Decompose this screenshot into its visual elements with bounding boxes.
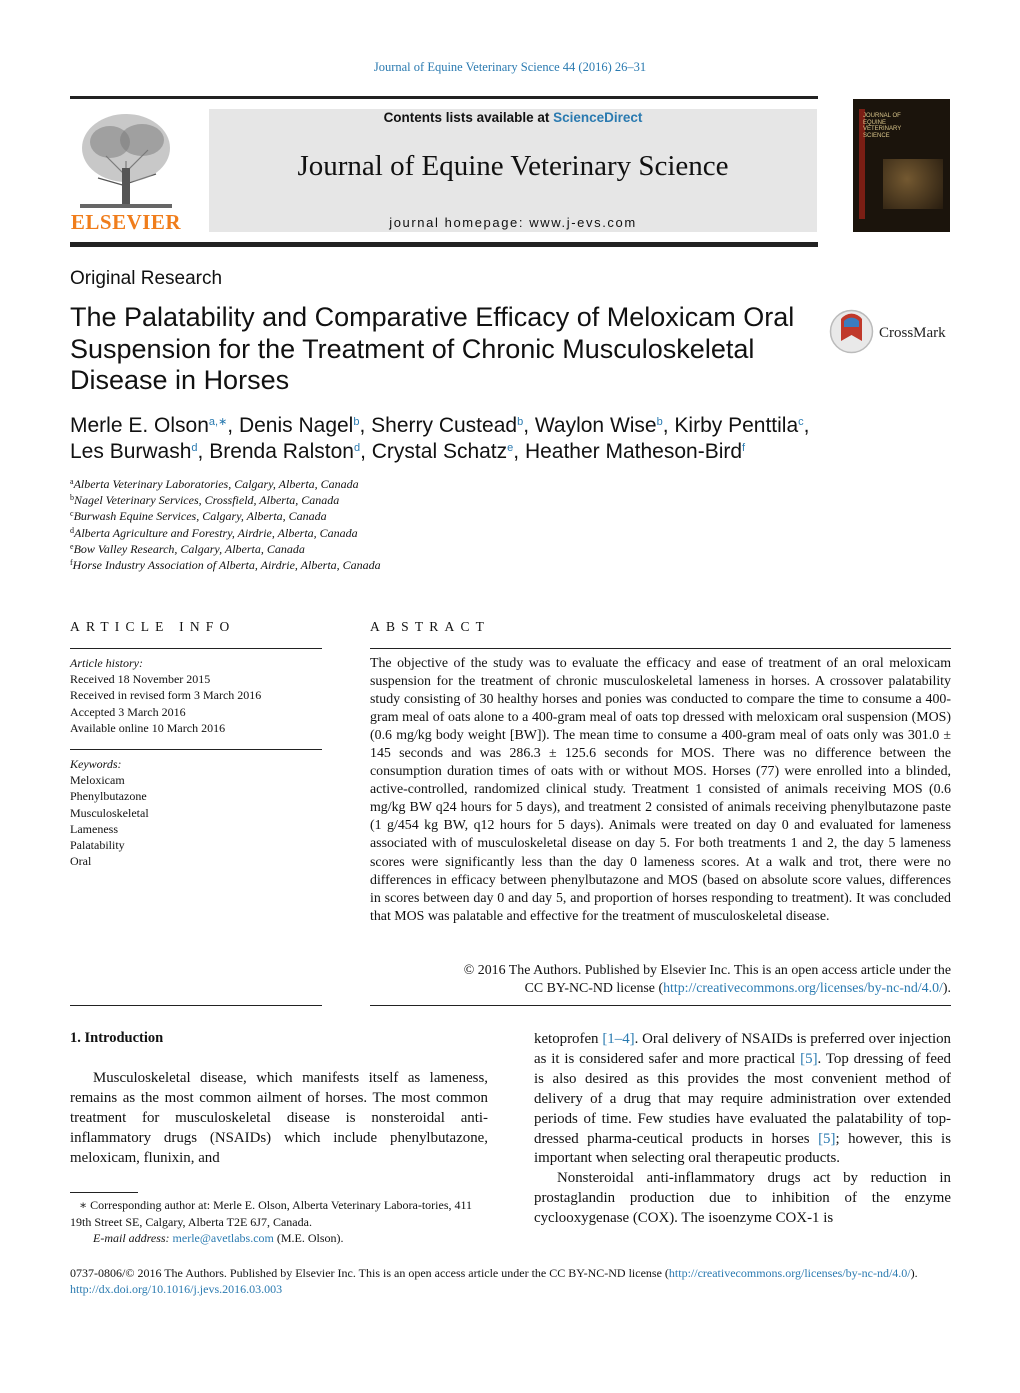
intro-paragraph-left: Musculoskeletal disease, which manifests itself as lameness, remains as the most common ailment of horses. The most common treatment for musculoskeletal disease is nonsteroidal anti-inflammatory drugs (NSAIDs) which include phenylbutazone, meloxicam, flunixin, and: [70, 1070, 488, 1166]
affiliation-text: Alberta Agriculture and Forestry, Airdrie, Alberta, Canada: [74, 525, 358, 540]
footer-license: [70, 1265, 951, 1281]
footnote-text: [70, 1197, 488, 1230]
affiliation-text: Horse Industry Association of Alberta, Airdrie, Alberta, Canada: [72, 558, 381, 573]
affiliation-key: b: [70, 493, 74, 503]
affiliation-text: Nagel Veterinary Services, Crossfield, Alberta, Canada: [74, 493, 340, 508]
front-matter-end-rule-left: [70, 1005, 322, 1006]
article-info-divider: [70, 749, 322, 750]
author-name: Kirby Penttila: [674, 414, 799, 437]
email-link[interactable]: merle@avetlabs.com: [172, 1231, 274, 1245]
crossmark-label[interactable]: CrossMark: [879, 325, 946, 341]
affiliation: [70, 541, 381, 557]
footer-license-link[interactable]: http://creativecommons.org/licenses/by-nc-nd/4.0/: [668, 1266, 911, 1280]
author-name: Waylon Wise: [534, 414, 657, 437]
keyword: Musculoskeletal: [70, 805, 149, 820]
article-title: The Palatability and Comparative Efficacy of Meloxicam Oral Suspension for the Treatment of Chronic Musculoskeletal Disease in Horses: [70, 302, 795, 396]
email-suffix: (M.E. Olson).: [273, 1231, 344, 1245]
article-type: Original Research: [70, 268, 223, 289]
copyright-line: © 2016 The Authors. Published by Elsevier Inc. This is an open access article under the: [463, 963, 951, 978]
footnote-rule: [70, 1192, 138, 1193]
article-info-rule: [70, 648, 322, 649]
header-bottom-rule: [70, 242, 818, 247]
author-affil-link[interactable]: b: [353, 416, 360, 428]
author-list: [70, 413, 970, 466]
author-sep: ,: [523, 414, 535, 437]
keyword: Lameness: [70, 821, 118, 836]
front-matter-end-rule-right: [370, 1005, 951, 1006]
text-run: ; however, this is important when selecting oral therapeutic products.: [534, 1130, 951, 1167]
footnote-star: ∗: [79, 1198, 88, 1212]
email-line: [70, 1230, 488, 1247]
history-item: Received in revised form 3 March 2016: [70, 688, 262, 703]
author-name: Les Burwash: [70, 440, 192, 464]
author-name: Sherry Custead: [371, 414, 518, 437]
contents-line: [209, 110, 817, 125]
journal-homepage[interactable]: journal homepage: www.j-evs.com: [389, 215, 637, 230]
affiliation: [70, 476, 381, 492]
reference-link[interactable]: [5]: [818, 1130, 836, 1147]
author-affil-link[interactable]: d: [353, 442, 361, 455]
license-line: [370, 980, 951, 998]
keyword: Palatability: [70, 838, 125, 853]
history-item: Available online 10 March 2016: [70, 720, 226, 735]
author-name: Crystal Schatz: [371, 440, 508, 464]
corresponding-author-footnote: [70, 1197, 488, 1247]
header-top-rule: [70, 96, 818, 99]
affiliation-text: Bow Valley Research, Calgary, Alberta, Canada: [73, 541, 305, 556]
journal-citation[interactable]: Journal of Equine Veterinary Science 44 (2016) 26–31: [373, 60, 647, 74]
page-footer: [70, 1265, 951, 1297]
author-name: Brenda Ralston: [209, 440, 354, 464]
keyword: Meloxicam: [70, 773, 125, 788]
history-label: Article history:: [70, 656, 143, 670]
cover-label: JOURNAL OF EQUINE VETERINARY SCIENCE: [863, 113, 902, 139]
affiliation-key: d: [70, 525, 74, 535]
keywords-label: Keywords:: [70, 757, 122, 771]
footer-license-suffix: ).: [910, 1266, 918, 1280]
sciencedirect-link[interactable]: ScienceDirect: [553, 110, 643, 125]
author-name: Denis Nagel: [238, 414, 354, 437]
text-run: . Top dressing of feed is also desired as this provides the most convenient method of delivery of a drug that may require administration over extended periods of time. Few studies have evaluated the palatability of top-dressed pharma-ceutical products in horses: [534, 1050, 951, 1147]
license-prefix: CC BY-NC-ND license (: [524, 981, 664, 997]
author-sep: ,: [360, 440, 372, 464]
author-sep: ,: [227, 414, 239, 437]
affiliation-text: Alberta Veterinary Laboratories, Calgary, Alberta, Canada: [73, 477, 359, 491]
section-heading-introduction: 1. Introduction: [70, 1030, 164, 1046]
keyword-list: [70, 756, 149, 869]
email-label: E-mail address:: [93, 1231, 173, 1245]
journal-title: Journal of Equine Veterinary Science: [297, 150, 729, 182]
abstract-copyright: [370, 962, 951, 998]
reference-link[interactable]: [5]: [800, 1050, 818, 1067]
abstract-heading: ABSTRACT: [370, 619, 491, 634]
abstract-body: The objective of the study was to evaluate the efficacy and ease of treatment of an oral meloxicam suspension for the treatment of chronic musculoskeletal lameness in horses. A crossover palatability study consisting of 30 healthy horses and ponies was conducted to compare the time to consume a 400-gram meal of oats alone to a 400-gram meal of oats top dressed with meloxicam oral suspension (MOS) (0.6 mg/kg body weight [BW]). The mean time to consume a 400-gram meal of oats only was 301.0 ± 145 seconds and was 286.3 ± 125.6 seconds for MOS. There was no difference between the consumption duration times of oats with or without MOS. Horses (77) were enrolled into a blinded, active-controlled, randomized clinical study. Treatment 1 consisted of animals receiving MOS (0.6 mg/kg BW q24 hours for 5 days), and treatment 2 consisted of animals receiving phenylbutazone paste (1 g/454 kg BW, q12 hours for 5 days). Animals were treated on day 0 and evaluated for lameness associated with of musculoskeletal disease on day 5. For both treatments 1 and 2, the day 5 lameness scores were significantly less than the day 0 lameness scores. At a walk and trot, there were no differences in efficacy between phenylbutazone and MOS (based on absolute score values, differences in scores between day 0 and day 5, and proportion of horses responding to treatment). It was concluded that MOS was palatable and effective for the treatment of musculoskeletal disease.: [370, 656, 951, 924]
history-item: Accepted 3 March 2016: [70, 704, 186, 719]
author-affil-link[interactable]: a,∗: [208, 416, 228, 428]
intro-column-right: [534, 1030, 951, 1229]
license-link[interactable]: http://creativecommons.org/licenses/by-nc-nd/4.0/: [663, 981, 943, 997]
abstract-rule: [370, 648, 951, 649]
doi-link[interactable]: http://dx.doi.org/10.1016/j.jevs.2016.03.003: [70, 1282, 283, 1297]
history-item: Received 18 November 2015: [70, 672, 211, 687]
affiliation-list: [70, 476, 381, 573]
keyword: Phenylbutazone: [70, 789, 147, 804]
author-affil-link[interactable]: e: [507, 442, 514, 455]
affiliation-key: e: [70, 541, 74, 551]
author-affil-link[interactable]: b: [517, 416, 524, 428]
affiliation-text: Burwash Equine Services, Calgary, Alberta, Canada: [73, 509, 327, 524]
author-affil-link[interactable]: c: [798, 416, 804, 428]
affiliation: [70, 492, 381, 508]
journal-cover-image: [853, 99, 950, 232]
affiliation-key: f: [70, 558, 73, 568]
author-name: Merle E. Olson: [70, 414, 209, 437]
cover-horse-art: [883, 159, 943, 209]
reference-link[interactable]: [1–4]: [602, 1031, 635, 1047]
crossmark-icon[interactable]: [829, 309, 874, 354]
author-sep: ,: [359, 414, 372, 437]
article-history: [70, 655, 261, 736]
license-suffix: ).: [942, 981, 951, 997]
author-sep: ,: [662, 414, 675, 437]
author-affil-link[interactable]: d: [191, 442, 198, 455]
author-sep: ,: [803, 414, 810, 437]
intro-paragraph: [534, 1030, 951, 1169]
author-affil-link[interactable]: f: [742, 442, 746, 455]
elsevier-wordmark: ELSEVIER: [70, 210, 182, 234]
text-run: ketoprofen: [534, 1031, 603, 1047]
author-sep: ,: [513, 440, 525, 464]
keyword: Oral: [70, 854, 92, 869]
author-name: Heather Matheson-Bird: [524, 440, 743, 464]
intro-paragraph: Nonsteroidal anti-inflammatory drugs act by reduction in prostaglandin production due to inhibition of the enzyme cyclooxygenase (COX). The isoenzyme COX-1 is: [534, 1170, 951, 1227]
affiliation: [70, 557, 381, 573]
footer-license-prefix: 0737-0806/© 2016 The Authors. Published by Elsevier Inc. This is an open access article under the CC BY-NC-ND license (: [70, 1266, 669, 1280]
affiliation: [70, 508, 381, 524]
author-sep: ,: [197, 440, 210, 464]
contents-prefix: Contents lists available at: [383, 110, 554, 125]
footnote-body: Corresponding author at: Merle E. Olson, Alberta Veterinary Labora-tories, 411 19th Street SE, Calgary, Alberta T2E 6J7, Canada.: [70, 1198, 473, 1229]
affiliation: [70, 525, 381, 541]
affiliation-key: c: [70, 509, 74, 519]
author-affil-link[interactable]: b: [656, 416, 663, 428]
affiliation-key: a: [70, 477, 74, 486]
text-run: . Oral delivery of NSAIDs is preferred over injection as it is considered safer and more practical: [534, 1031, 951, 1067]
article-info-heading: ARTICLE INFO: [70, 619, 236, 634]
